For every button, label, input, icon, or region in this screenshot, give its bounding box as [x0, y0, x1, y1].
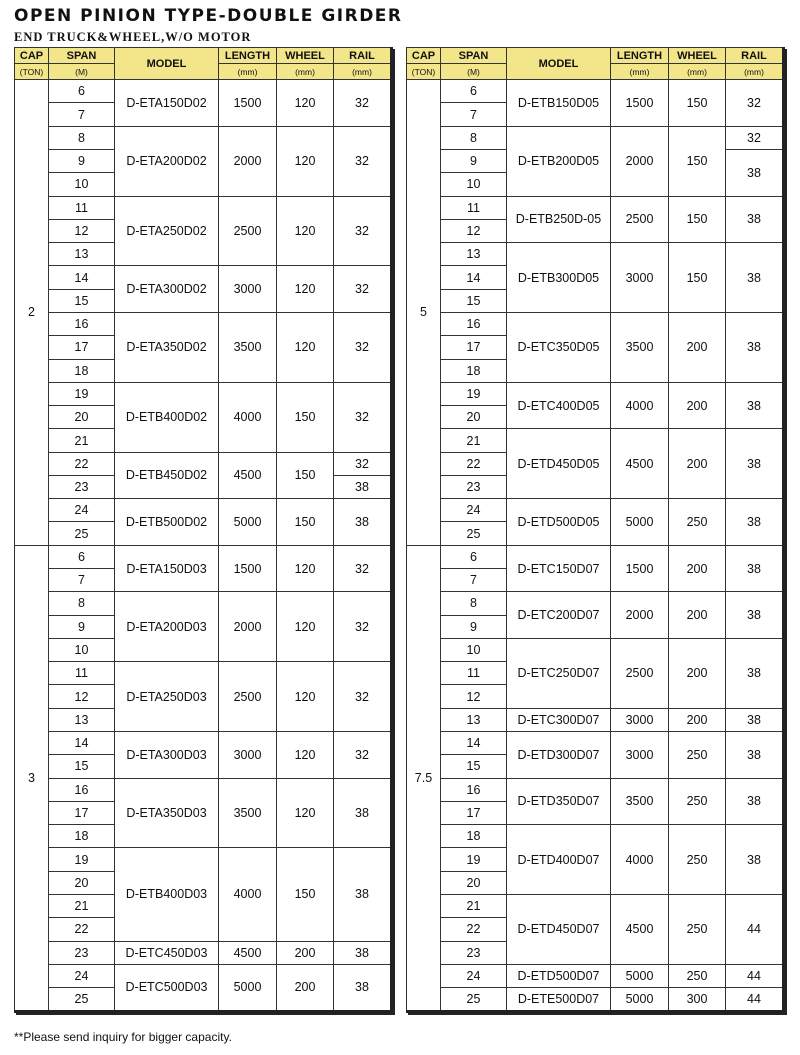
- model-cell: D-ETC300D07: [507, 708, 611, 731]
- length-cell: 3000: [219, 732, 277, 779]
- header-cap-unit: (TON): [15, 64, 49, 80]
- model-cell: D-ETD500D05: [507, 499, 611, 546]
- wheel-cell: 120: [277, 196, 334, 266]
- span-cell: 14: [441, 266, 507, 289]
- span-cell: 9: [441, 149, 507, 172]
- length-cell: 3000: [219, 266, 277, 313]
- model-cell: D-ETD300D07: [507, 732, 611, 779]
- span-cell: 13: [441, 708, 507, 731]
- header-rail: RAIL: [726, 48, 784, 64]
- span-cell: 6: [441, 80, 507, 103]
- wheel-cell: 150: [669, 80, 726, 127]
- model-cell: D-ETD350D07: [507, 778, 611, 825]
- length-cell: 4000: [611, 382, 669, 429]
- length-cell: 4000: [611, 825, 669, 895]
- span-cell: 11: [441, 662, 507, 685]
- span-cell: 8: [441, 126, 507, 149]
- table-row: [407, 988, 784, 1012]
- rail-cell: 38: [726, 592, 784, 639]
- table-row: [407, 732, 784, 755]
- cap-cell: 5: [407, 80, 441, 546]
- wheel-cell: 200: [669, 708, 726, 731]
- span-cell: 11: [49, 662, 115, 685]
- model-cell: D-ETD450D07: [507, 894, 611, 964]
- model-cell: D-ETA150D03: [115, 545, 219, 592]
- span-cell: 23: [441, 941, 507, 964]
- span-cell: 13: [441, 243, 507, 266]
- table-row: [407, 80, 784, 103]
- span-cell: 25: [441, 522, 507, 545]
- span-cell: 14: [49, 266, 115, 289]
- cap-cell: 7.5: [407, 545, 441, 1011]
- rail-cell: 38: [726, 382, 784, 429]
- table-row: [407, 196, 784, 219]
- wheel-cell: 200: [669, 545, 726, 592]
- length-cell: 5000: [611, 964, 669, 987]
- span-cell: 7: [441, 103, 507, 126]
- length-cell: 3000: [611, 708, 669, 731]
- table-row: [407, 825, 784, 848]
- model-cell: D-ETB150D05: [507, 80, 611, 127]
- header-wheel-unit: (mm): [669, 64, 726, 80]
- table-row: [407, 708, 784, 731]
- rail-cell: 32: [334, 592, 392, 662]
- span-cell: 14: [441, 732, 507, 755]
- rail-cell: 38: [334, 475, 392, 498]
- rail-cell: 38: [334, 778, 392, 848]
- length-cell: 3500: [611, 778, 669, 825]
- rail-cell: 38: [726, 499, 784, 546]
- wheel-cell: 120: [277, 662, 334, 732]
- span-cell: 15: [49, 289, 115, 312]
- wheel-cell: 300: [669, 988, 726, 1012]
- header-rail-unit: (mm): [334, 64, 392, 80]
- table-row: [407, 429, 784, 452]
- span-cell: 22: [49, 452, 115, 475]
- rail-cell: 44: [726, 894, 784, 964]
- wheel-cell: 150: [277, 452, 334, 499]
- rail-cell: 32: [726, 80, 784, 127]
- rail-cell: 38: [726, 545, 784, 592]
- span-cell: 13: [49, 708, 115, 731]
- wheel-cell: 120: [277, 312, 334, 382]
- span-cell: 9: [441, 615, 507, 638]
- rail-cell: 32: [334, 312, 392, 382]
- table-row: [15, 452, 392, 475]
- length-cell: 5000: [219, 499, 277, 546]
- model-cell: D-ETA350D02: [115, 312, 219, 382]
- rail-cell: 44: [726, 964, 784, 987]
- length-cell: 2500: [611, 196, 669, 243]
- table-row: [15, 848, 392, 871]
- wheel-cell: 250: [669, 964, 726, 987]
- span-cell: 10: [441, 173, 507, 196]
- model-cell: D-ETA350D03: [115, 778, 219, 848]
- wheel-cell: 120: [277, 266, 334, 313]
- span-cell: 21: [49, 894, 115, 917]
- wheel-cell: 200: [669, 638, 726, 708]
- span-cell: 13: [49, 243, 115, 266]
- rail-cell: 38: [726, 778, 784, 825]
- table-row: [15, 312, 392, 335]
- length-cell: 3500: [611, 312, 669, 382]
- model-cell: D-ETD450D05: [507, 429, 611, 499]
- span-cell: 21: [441, 429, 507, 452]
- rail-cell: 38: [726, 312, 784, 382]
- header-wheel-unit: (mm): [277, 64, 334, 80]
- span-cell: 22: [441, 918, 507, 941]
- length-cell: 3000: [611, 243, 669, 313]
- length-cell: 4000: [219, 848, 277, 941]
- length-cell: 4500: [611, 894, 669, 964]
- span-cell: 18: [49, 825, 115, 848]
- model-cell: D-ETC400D05: [507, 382, 611, 429]
- span-cell: 17: [49, 336, 115, 359]
- span-cell: 17: [49, 801, 115, 824]
- rail-cell: 32: [334, 382, 392, 452]
- rail-cell: 32: [334, 196, 392, 266]
- table-row: [407, 894, 784, 917]
- span-cell: 12: [441, 219, 507, 242]
- span-cell: 14: [49, 732, 115, 755]
- page-subtitle: END TRUCK&WHEEL,W/O MOTOR: [14, 30, 252, 44]
- header-rail-unit: (mm): [726, 64, 784, 80]
- span-cell: 11: [49, 196, 115, 219]
- table-row: [407, 126, 784, 149]
- model-cell: D-ETB200D05: [507, 126, 611, 196]
- rail-cell: 38: [334, 848, 392, 941]
- rail-cell: 38: [334, 964, 392, 1011]
- rail-cell: 38: [726, 196, 784, 243]
- span-cell: 24: [441, 499, 507, 522]
- model-cell: D-ETC150D07: [507, 545, 611, 592]
- header-span: SPAN: [441, 48, 507, 64]
- length-cell: 4500: [611, 429, 669, 499]
- header-cap-unit: (TON): [407, 64, 441, 80]
- span-cell: 12: [49, 685, 115, 708]
- wheel-cell: 200: [277, 941, 334, 964]
- span-cell: 6: [49, 545, 115, 568]
- length-cell: 1500: [219, 80, 277, 127]
- wheel-cell: 150: [669, 196, 726, 243]
- span-cell: 10: [441, 638, 507, 661]
- table-row: [407, 243, 784, 266]
- wheel-cell: 250: [669, 894, 726, 964]
- span-cell: 15: [441, 289, 507, 312]
- model-cell: D-ETA200D02: [115, 126, 219, 196]
- span-cell: 19: [441, 382, 507, 405]
- rail-cell: 32: [334, 452, 392, 475]
- span-cell: 15: [441, 755, 507, 778]
- span-cell: 7: [49, 103, 115, 126]
- table-row: [407, 592, 784, 615]
- span-cell: 6: [441, 545, 507, 568]
- wheel-cell: 150: [277, 848, 334, 941]
- span-cell: 18: [441, 359, 507, 382]
- length-cell: 5000: [611, 499, 669, 546]
- span-cell: 23: [49, 475, 115, 498]
- header-span-unit: (M): [49, 64, 115, 80]
- length-cell: 3500: [219, 778, 277, 848]
- rail-cell: 38: [726, 732, 784, 779]
- length-cell: 2000: [611, 592, 669, 639]
- wheel-cell: 120: [277, 545, 334, 592]
- model-cell: D-ETA200D03: [115, 592, 219, 662]
- rail-cell: 38: [334, 499, 392, 546]
- span-cell: 9: [49, 615, 115, 638]
- wheel-cell: 120: [277, 778, 334, 848]
- rail-cell: 38: [726, 429, 784, 499]
- span-cell: 16: [441, 312, 507, 335]
- span-cell: 9: [49, 149, 115, 172]
- span-cell: 6: [49, 80, 115, 103]
- span-cell: 19: [441, 848, 507, 871]
- rail-cell: 32: [334, 662, 392, 732]
- length-cell: 2500: [219, 196, 277, 266]
- span-cell: 10: [49, 173, 115, 196]
- cap-cell: 3: [15, 545, 49, 1011]
- model-cell: D-ETA250D02: [115, 196, 219, 266]
- table-row: [407, 964, 784, 987]
- table-row: [15, 499, 392, 522]
- rail-cell: 38: [334, 941, 392, 964]
- span-cell: 25: [441, 988, 507, 1012]
- span-cell: 12: [49, 219, 115, 242]
- model-cell: D-ETC500D03: [115, 964, 219, 1011]
- wheel-cell: 250: [669, 778, 726, 825]
- length-cell: 1500: [219, 545, 277, 592]
- model-cell: D-ETD400D07: [507, 825, 611, 895]
- header-span: SPAN: [49, 48, 115, 64]
- span-cell: 22: [49, 918, 115, 941]
- span-cell: 16: [49, 312, 115, 335]
- wheel-cell: 200: [669, 382, 726, 429]
- length-cell: 2500: [611, 638, 669, 708]
- span-cell: 16: [441, 778, 507, 801]
- length-cell: 2500: [219, 662, 277, 732]
- length-cell: 4000: [219, 382, 277, 452]
- model-cell: D-ETE500D07: [507, 988, 611, 1012]
- wheel-cell: 250: [669, 825, 726, 895]
- table-row: [15, 126, 392, 149]
- span-cell: 8: [49, 126, 115, 149]
- span-cell: 24: [49, 499, 115, 522]
- table-row: [15, 941, 392, 964]
- length-cell: 5000: [219, 964, 277, 1011]
- wheel-cell: 120: [277, 80, 334, 127]
- header-wheel: WHEEL: [277, 48, 334, 64]
- header-cap: CAP: [15, 48, 49, 64]
- model-cell: D-ETB450D02: [115, 452, 219, 499]
- model-cell: D-ETB300D05: [507, 243, 611, 313]
- length-cell: 3000: [611, 732, 669, 779]
- length-cell: 1500: [611, 545, 669, 592]
- span-cell: 23: [49, 941, 115, 964]
- table-row: [407, 499, 784, 522]
- span-cell: 21: [441, 894, 507, 917]
- model-cell: D-ETC200D07: [507, 592, 611, 639]
- spec-table-left: [14, 47, 393, 1013]
- span-cell: 12: [441, 685, 507, 708]
- rail-cell: 32: [334, 80, 392, 127]
- table-row: [15, 196, 392, 219]
- span-cell: 15: [49, 755, 115, 778]
- rail-cell: 38: [726, 149, 784, 196]
- model-cell: D-ETA300D02: [115, 266, 219, 313]
- wheel-cell: 150: [669, 243, 726, 313]
- table-row: [15, 382, 392, 405]
- header-length: LENGTH: [611, 48, 669, 64]
- header-model: MODEL: [115, 48, 219, 80]
- length-cell: 4500: [219, 452, 277, 499]
- span-cell: 16: [49, 778, 115, 801]
- rail-cell: 38: [726, 243, 784, 313]
- span-cell: 8: [49, 592, 115, 615]
- table-row: [407, 312, 784, 335]
- model-cell: D-ETC450D03: [115, 941, 219, 964]
- table-row: [15, 964, 392, 987]
- model-cell: D-ETC250D07: [507, 638, 611, 708]
- rail-cell: 32: [334, 732, 392, 779]
- span-cell: 25: [49, 522, 115, 545]
- wheel-cell: 200: [669, 312, 726, 382]
- header-cap: CAP: [407, 48, 441, 64]
- wheel-cell: 250: [669, 732, 726, 779]
- wheel-cell: 150: [669, 126, 726, 196]
- span-cell: 24: [49, 964, 115, 987]
- header-length-unit: (mm): [611, 64, 669, 80]
- header-rail: RAIL: [334, 48, 392, 64]
- length-cell: 2000: [611, 126, 669, 196]
- table-row: [15, 592, 392, 615]
- span-cell: 11: [441, 196, 507, 219]
- length-cell: 2000: [219, 592, 277, 662]
- model-cell: D-ETB500D02: [115, 499, 219, 546]
- wheel-cell: 120: [277, 126, 334, 196]
- rail-cell: 32: [726, 126, 784, 149]
- span-cell: 7: [49, 569, 115, 592]
- span-cell: 7: [441, 569, 507, 592]
- rail-cell: 38: [726, 638, 784, 708]
- span-cell: 25: [49, 988, 115, 1012]
- table-row: [407, 778, 784, 801]
- table-row: [15, 545, 392, 568]
- span-cell: 19: [49, 848, 115, 871]
- span-cell: 18: [49, 359, 115, 382]
- span-cell: 17: [441, 336, 507, 359]
- length-cell: 2000: [219, 126, 277, 196]
- rail-cell: 32: [334, 266, 392, 313]
- span-cell: 10: [49, 638, 115, 661]
- table-row: [15, 266, 392, 289]
- length-cell: 3500: [219, 312, 277, 382]
- table-row: [15, 662, 392, 685]
- model-cell: D-ETB400D02: [115, 382, 219, 452]
- rail-cell: 38: [726, 825, 784, 895]
- span-cell: 20: [49, 871, 115, 894]
- wheel-cell: 150: [277, 382, 334, 452]
- span-cell: 8: [441, 592, 507, 615]
- page-title: OPEN PINION TYPE-DOUBLE GIRDER: [14, 6, 403, 26]
- header-span-unit: (M): [441, 64, 507, 80]
- span-cell: 20: [49, 406, 115, 429]
- length-cell: 4500: [219, 941, 277, 964]
- length-cell: 5000: [611, 988, 669, 1012]
- model-cell: D-ETC350D05: [507, 312, 611, 382]
- wheel-cell: 120: [277, 732, 334, 779]
- wheel-cell: 120: [277, 592, 334, 662]
- rail-cell: 32: [334, 545, 392, 592]
- wheel-cell: 250: [669, 499, 726, 546]
- wheel-cell: 200: [669, 429, 726, 499]
- span-cell: 21: [49, 429, 115, 452]
- length-cell: 1500: [611, 80, 669, 127]
- spec-table-right: [406, 47, 785, 1013]
- model-cell: D-ETD500D07: [507, 964, 611, 987]
- header-wheel: WHEEL: [669, 48, 726, 64]
- table-row: [15, 80, 392, 103]
- span-cell: 24: [441, 964, 507, 987]
- wheel-cell: 200: [669, 592, 726, 639]
- table-row: [15, 732, 392, 755]
- span-cell: 23: [441, 475, 507, 498]
- header-length: LENGTH: [219, 48, 277, 64]
- span-cell: 20: [441, 406, 507, 429]
- footnote: **Please send inquiry for bigger capacity.: [14, 1030, 232, 1044]
- wheel-cell: 150: [277, 499, 334, 546]
- model-cell: D-ETB400D03: [115, 848, 219, 941]
- model-cell: D-ETA300D03: [115, 732, 219, 779]
- table-row: [407, 638, 784, 661]
- header-length-unit: (mm): [219, 64, 277, 80]
- span-cell: 19: [49, 382, 115, 405]
- wheel-cell: 200: [277, 964, 334, 1011]
- rail-cell: 38: [726, 708, 784, 731]
- rail-cell: 32: [334, 126, 392, 196]
- model-cell: D-ETA150D02: [115, 80, 219, 127]
- span-cell: 18: [441, 825, 507, 848]
- span-cell: 17: [441, 801, 507, 824]
- model-cell: D-ETB250D-05: [507, 196, 611, 243]
- table-row: [407, 545, 784, 568]
- table-row: [407, 382, 784, 405]
- header-model: MODEL: [507, 48, 611, 80]
- span-cell: 22: [441, 452, 507, 475]
- model-cell: D-ETA250D03: [115, 662, 219, 732]
- table-row: [15, 778, 392, 801]
- rail-cell: 44: [726, 988, 784, 1012]
- span-cell: 20: [441, 871, 507, 894]
- cap-cell: 2: [15, 80, 49, 546]
